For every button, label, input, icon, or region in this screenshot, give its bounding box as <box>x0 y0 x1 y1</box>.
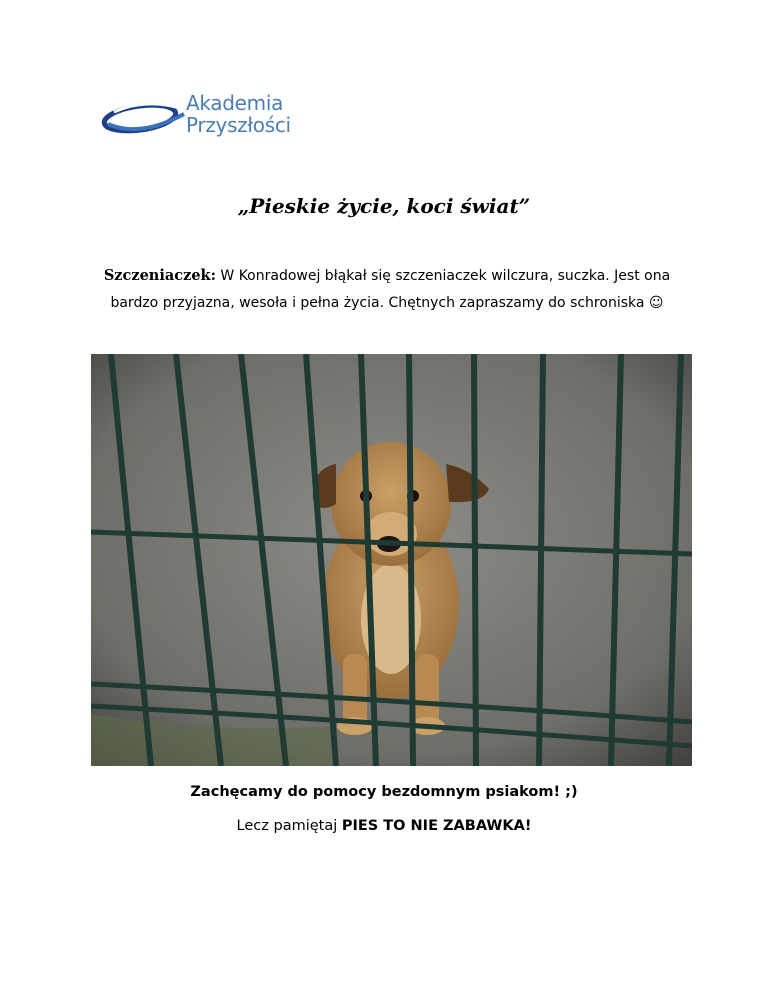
article-body: W Konradowej błąkał się szczeniaczek wilczura, suczka. Jest ona bardzo przyjazna, wesoła i pełna życia. Chętnych zapraszamy do schroniska <box>110 268 671 311</box>
call-to-action: Zachęcamy do pomocy bezdomnym psiakom! ;) <box>190 784 578 800</box>
puppy-behind-fence-photo <box>91 354 692 766</box>
warning-line <box>0 818 768 834</box>
article-paragraph <box>92 262 682 317</box>
swoosh-logo-icon <box>100 94 190 138</box>
page-title: „Pieskie życie, koci świat” <box>237 194 531 218</box>
akademia-przyszlosci-logo <box>100 88 295 144</box>
warning-prefix: Lecz pamiętaj <box>236 818 342 834</box>
logo-line-2: Przyszłości <box>186 113 291 137</box>
warning-emphasis: PIES TO NIE ZABAWKA! <box>341 818 532 834</box>
logo-line-1: Akademia <box>186 91 284 115</box>
smiley-icon: ☺ <box>648 295 664 311</box>
article-lead: Szczeniaczek: <box>103 267 216 284</box>
